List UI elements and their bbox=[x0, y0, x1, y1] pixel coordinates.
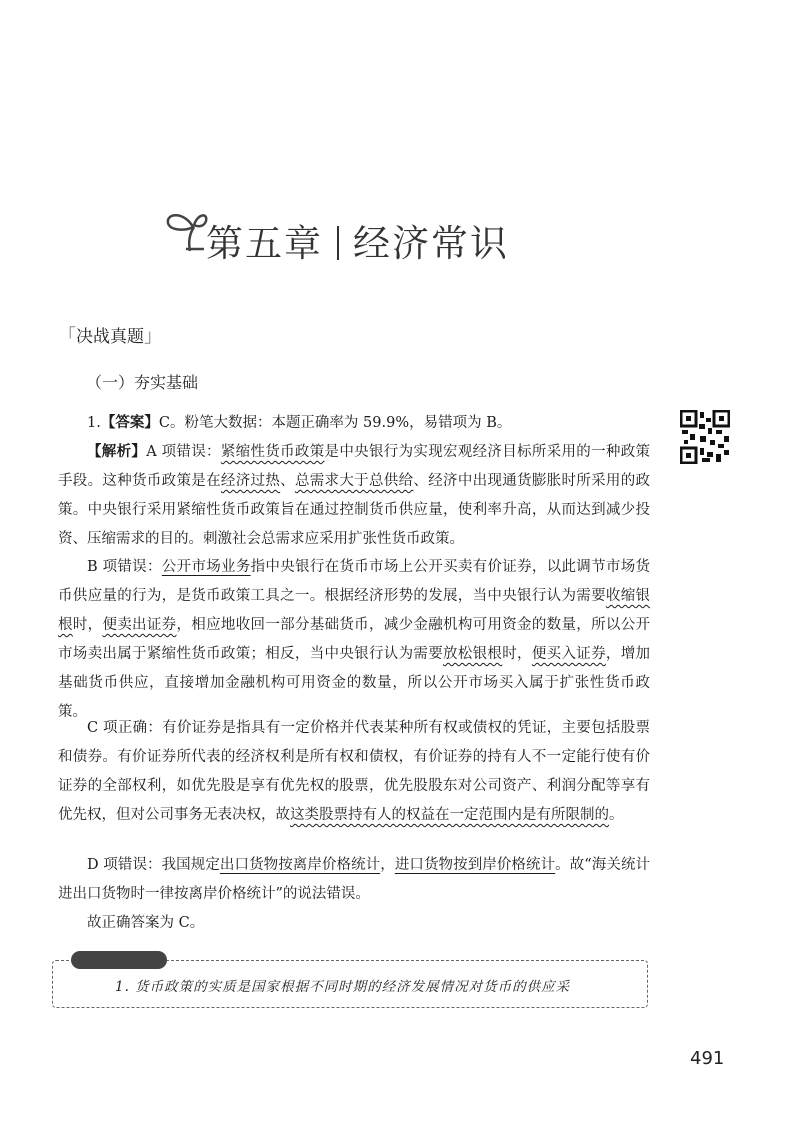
analysis-a bbox=[58, 437, 650, 554]
b-text: 指中央银行在货币市场上公开买卖有价证券，以此调节市场货币供应量的行为，是货币政策工具之一。根据经济形势的发展，当中央银行认为需要 bbox=[58, 559, 651, 604]
b-keyword: 收缩银根 bbox=[58, 588, 651, 633]
a-text: 、 bbox=[280, 473, 295, 489]
d-text: 。故“海关统计进出口货物时一律按离岸价格统计”的说法错误。 bbox=[58, 857, 651, 902]
a-keyword: 总需求大于总供给 bbox=[294, 473, 414, 489]
close-bracket-icon: 」 bbox=[144, 326, 162, 347]
b-text: ，增加基础货币供应，直接增加金融机构可用资金的数量，所以公开市场买入属于扩张性货币政策。 bbox=[58, 646, 651, 720]
open-bracket-icon: 「 bbox=[58, 326, 76, 347]
section-title-text: 决战真题 bbox=[76, 327, 144, 347]
b-keyword: 公开市场业务 bbox=[161, 559, 251, 575]
d-keyword: 进口货物按到岸价格统计 bbox=[394, 857, 556, 873]
answer-text: C。粉笔大数据：本题正确率为 59.9%，易错项为 B。 bbox=[158, 415, 512, 431]
section-title bbox=[58, 322, 162, 348]
a-keyword: 经济过热 bbox=[220, 473, 281, 489]
b-text: ，相应地收回一部分基础货币，减少金融机构可用资金的数量，所以公开市场卖出属于紧缩性货币政策；相反，当中央银行认为需要 bbox=[58, 617, 651, 662]
a-text: 、经济中出现通货膨胀时所采用的政策。中央银行采用紧缩性货币政策旨在通过控制货币供应量，使利率升高，从而达到减少投资、压缩需求的目的。刺激社会总需求应采用扩张性货币政策。 bbox=[58, 473, 651, 547]
answer-label: 【答案】 bbox=[100, 414, 159, 431]
d-text: ， bbox=[380, 857, 395, 873]
note-text: 1. 货币政策的实质是国家根据不同时期的经济发展情况对货币的供应采 bbox=[115, 979, 571, 995]
d-text: 我国规定 bbox=[161, 857, 220, 873]
analysis-b bbox=[58, 553, 650, 727]
sprout-icon bbox=[160, 205, 210, 257]
analysis-label: 【解析】 bbox=[87, 443, 147, 460]
question-number: 1. bbox=[87, 415, 101, 431]
answer-line bbox=[58, 408, 650, 438]
c-lead: C 项正确： bbox=[87, 720, 163, 736]
b-text: 时， bbox=[502, 646, 532, 662]
b-keyword: 便卖出证券 bbox=[102, 617, 177, 633]
note-tag-icon bbox=[71, 951, 167, 969]
c-keyword: 这类股票持有人的权益在一定范围内是有所限制的 bbox=[290, 807, 609, 823]
b-text: 时， bbox=[72, 617, 103, 633]
d-keyword: 出口货物按离岸价格统计 bbox=[219, 857, 381, 873]
chapter-number: 第五章 bbox=[206, 222, 323, 265]
title-divider bbox=[337, 226, 339, 260]
b-lead: B 项错误： bbox=[87, 559, 162, 575]
analysis-c bbox=[58, 714, 650, 830]
a-text: 是中央银行为实现宏观经济目标所采用的一种政策手段。这种货币政策是在 bbox=[58, 444, 651, 489]
qr-code-icon bbox=[680, 410, 730, 464]
c-text: 。 bbox=[609, 807, 624, 823]
c-text: 有价证券是指具有一定价格并代表某种所有权或债权的凭证，主要包括股票和债券。有价证券所代表的经济权利是所有权和债权，有价证券的持有人不一定能行使有价证券的全部权利，如优先股是享有优先权的股票，优先股股东对公司资产、利润分配等享有优先权，但对公司事务无表决权，故 bbox=[58, 720, 650, 823]
note-box bbox=[52, 960, 648, 1008]
b-keyword: 放松银根 bbox=[443, 646, 503, 662]
subsection-title: （一）夯实基础 bbox=[86, 373, 199, 392]
page-number: 491 bbox=[690, 1048, 725, 1069]
chapter-subject: 经济常识 bbox=[353, 222, 509, 265]
d-lead: D 项错误： bbox=[87, 857, 162, 873]
conclusion: 故正确答案为 C。 bbox=[87, 915, 205, 931]
b-keyword: 便买入证券 bbox=[531, 646, 606, 662]
a-keyword: 紧缩性货币政策 bbox=[220, 444, 325, 460]
chapter-title bbox=[160, 205, 580, 265]
a-lead: A 项错误： bbox=[146, 444, 221, 460]
analysis-d bbox=[58, 851, 650, 909]
